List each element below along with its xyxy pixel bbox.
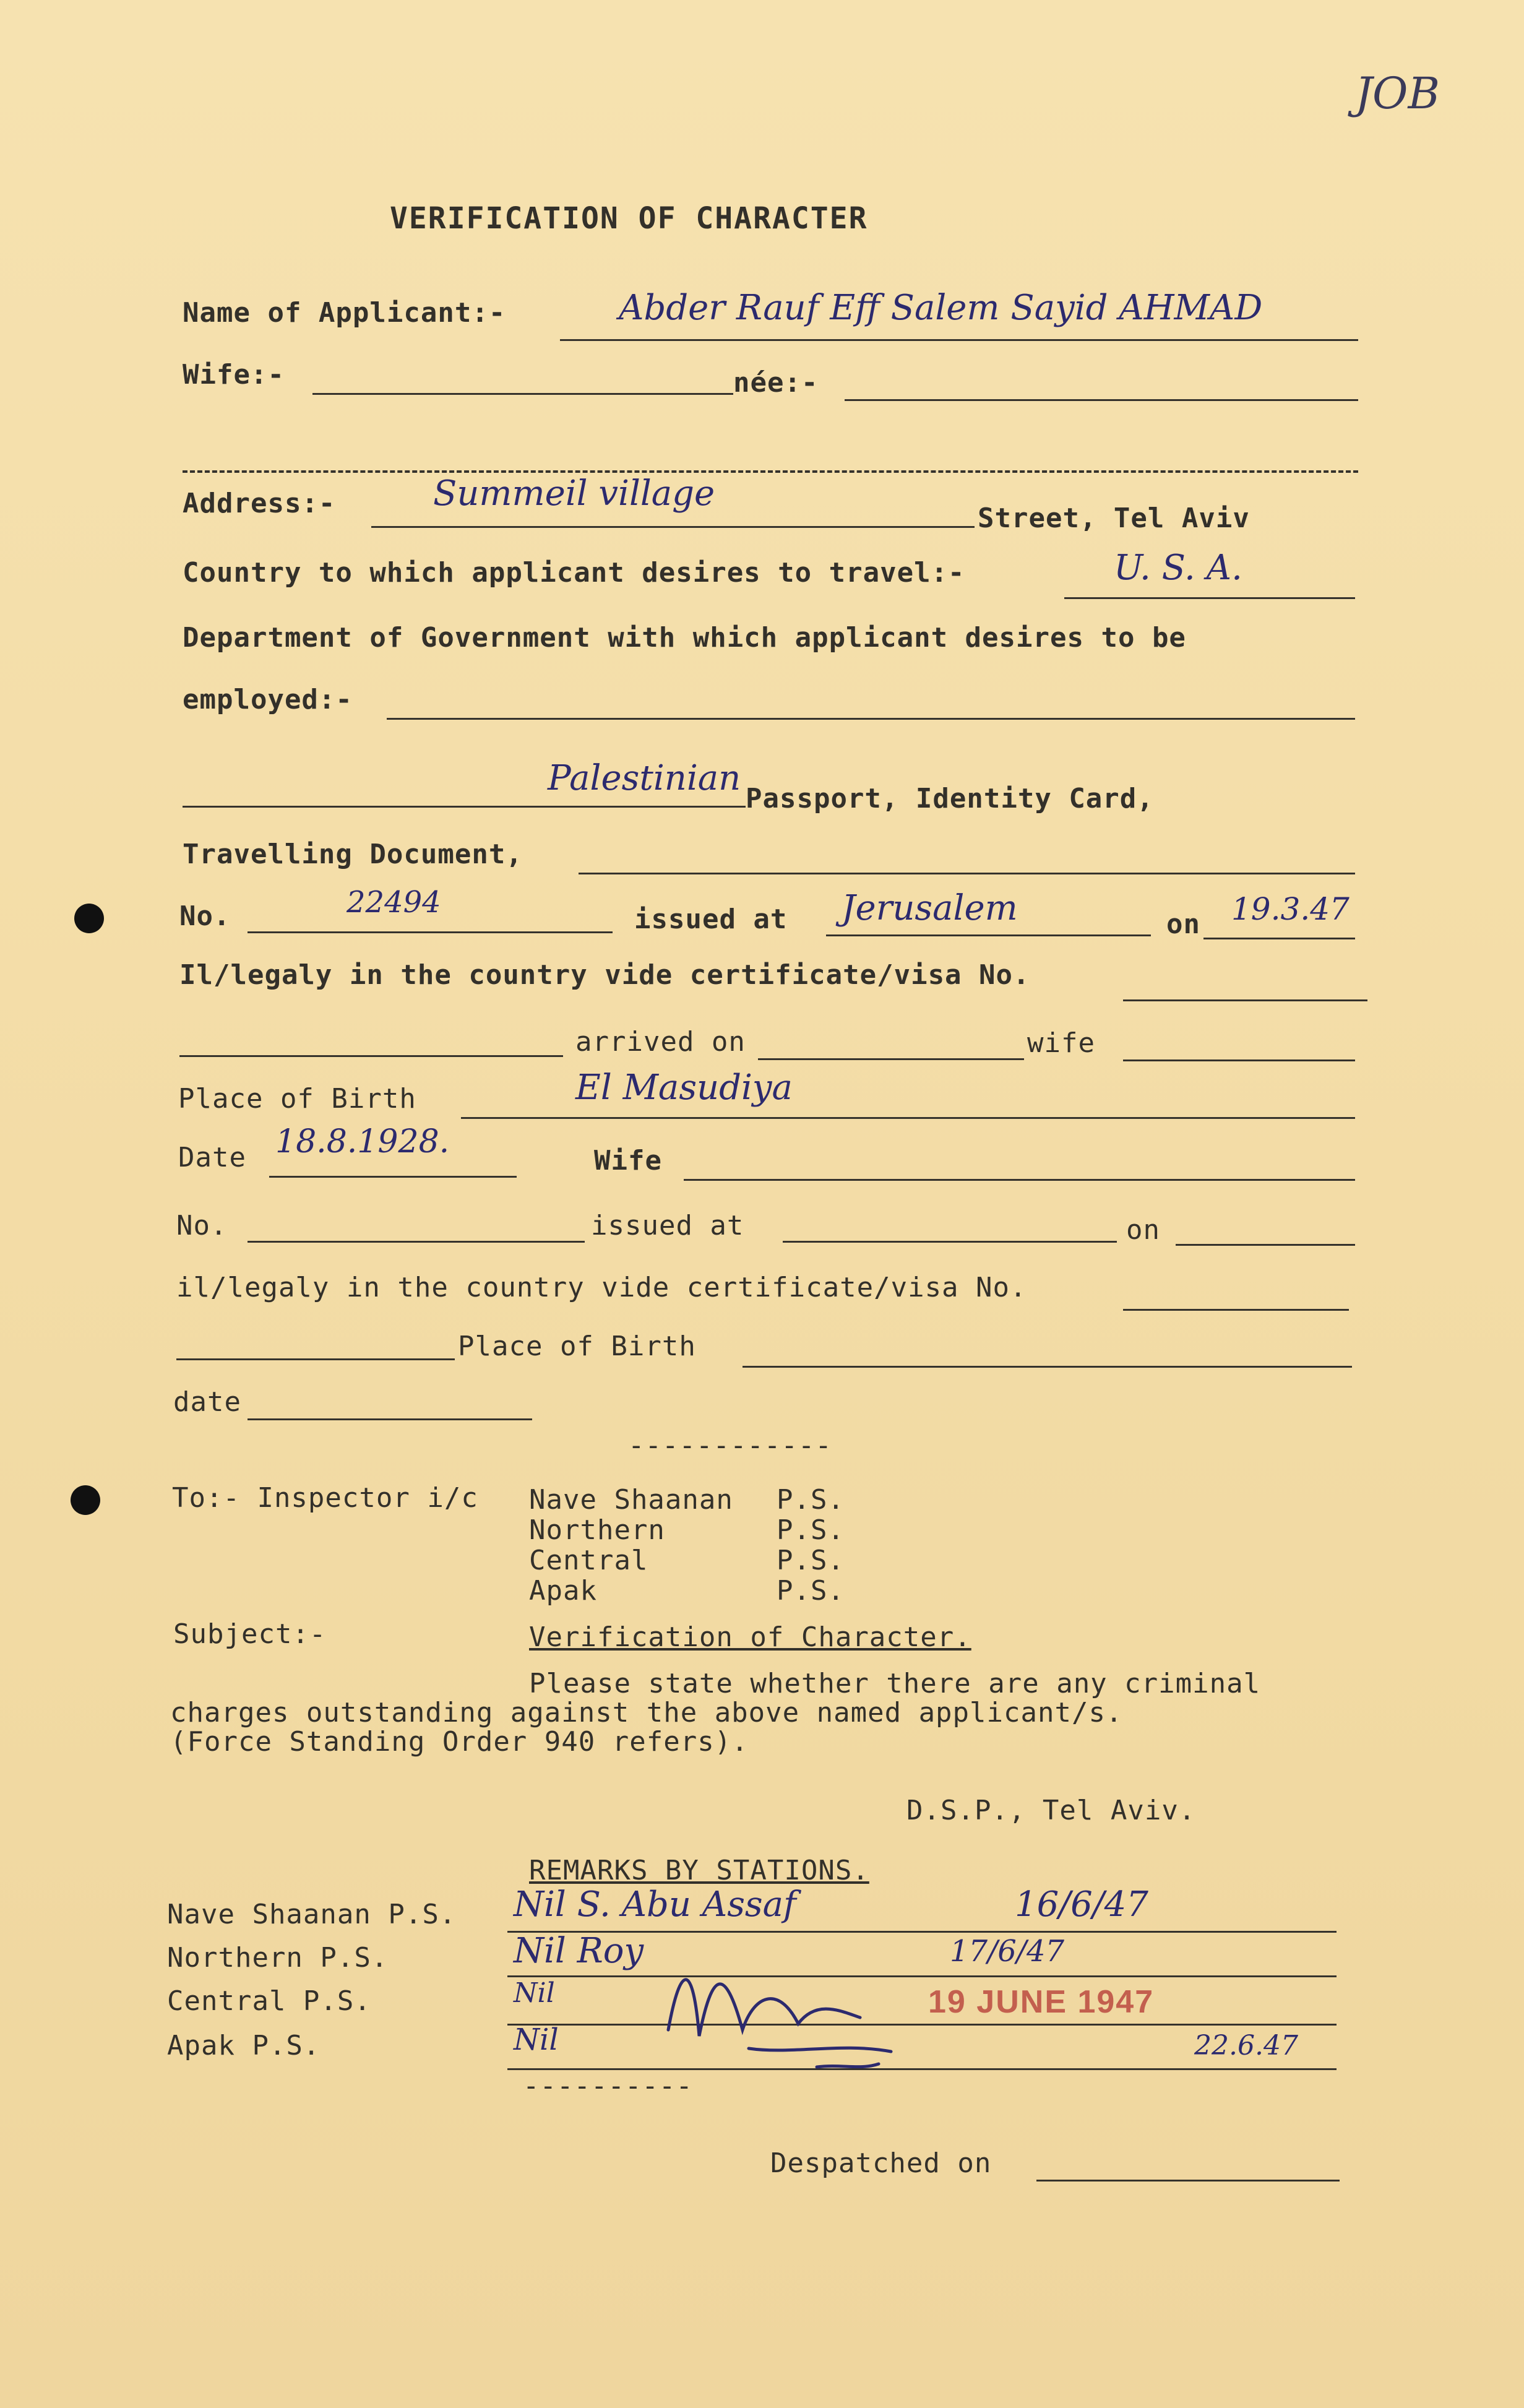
remarks-date-1: 16/6/47 xyxy=(1015,1884,1148,1925)
country-value: U. S. A. xyxy=(1114,548,1242,588)
address-line xyxy=(371,526,975,528)
on-label: on xyxy=(1166,908,1200,940)
travel-doc-label: Travelling Document, xyxy=(183,839,523,870)
station-name-3: Central xyxy=(529,1545,648,1576)
pob-value: El Masudiya xyxy=(575,1068,793,1108)
wife-on-label: on xyxy=(1126,1214,1160,1246)
name-value: Abder Rauf Eff Salem Sayid AHMAD xyxy=(619,288,1263,328)
arrived-label: arrived on xyxy=(575,1026,746,1058)
remarks-divider: ---------- xyxy=(523,2070,693,2102)
remarks-remark-4: Nil xyxy=(514,2022,559,2057)
wife-no-label: No. xyxy=(176,1210,228,1241)
wife-label: Wife:- xyxy=(183,359,285,391)
remarks-date-4: 22.6.47 xyxy=(1194,2030,1298,2061)
wife-pob-label: Place of Birth xyxy=(458,1331,696,1362)
name-label: Name of Applicant:- xyxy=(183,297,506,329)
no-value: 22494 xyxy=(347,885,441,920)
wife-legal-label: il/legaly in the country vide certificate/visa No. xyxy=(176,1272,1027,1303)
station-ps-2: P.S. xyxy=(777,1514,845,1546)
name-line xyxy=(560,339,1358,341)
nee-line xyxy=(845,399,1358,401)
remarks-remark-2: Nil Roy xyxy=(514,1931,644,1971)
street-label: Street, Tel Aviv xyxy=(978,503,1250,534)
page-title: VERIFICATION OF CHARACTER xyxy=(390,201,868,236)
punch-hole-top xyxy=(74,904,104,933)
travel-doc-line xyxy=(579,873,1355,874)
wife2-label: wife xyxy=(1027,1027,1095,1059)
remarks-station-4: Apak P.S. xyxy=(167,2030,321,2061)
employed-line xyxy=(387,718,1355,720)
wife-issued-at-line xyxy=(783,1241,1117,1243)
station-ps-3: P.S. xyxy=(777,1545,845,1576)
no-label: No. xyxy=(179,900,231,932)
visa-line xyxy=(1123,999,1367,1001)
remarks-remark-3: Nil xyxy=(514,1977,555,2009)
wife3-label: Wife xyxy=(594,1145,662,1176)
subject-label: Subject:- xyxy=(173,1618,327,1650)
wife-date-label: date xyxy=(173,1386,241,1418)
punch-hole-bottom xyxy=(71,1485,100,1515)
wife-no-line xyxy=(248,1241,585,1243)
signature-scribble-icon xyxy=(656,1937,916,2079)
remarks-line-3 xyxy=(507,2024,1337,2026)
country-line xyxy=(1064,597,1355,599)
separator-line xyxy=(183,470,1358,473)
body-line-1: Please state whether there are any criminal xyxy=(529,1668,1261,1699)
country-label: Country to which applicant desires to travel:- xyxy=(183,557,965,589)
date-line xyxy=(269,1176,517,1178)
arrived-line xyxy=(758,1058,1024,1060)
date-label: Date xyxy=(178,1142,246,1173)
station-name-2: Northern xyxy=(529,1514,665,1546)
wife-on-line xyxy=(1176,1244,1355,1246)
address-label: Address:- xyxy=(183,488,336,519)
signatory: D.S.P., Tel Aviv. xyxy=(906,1795,1196,1826)
wife-visa-line xyxy=(1123,1309,1349,1311)
pob-line xyxy=(461,1117,1355,1119)
wife-pob-line xyxy=(743,1366,1352,1368)
body-line-2: charges outstanding against the above named applicant/s. xyxy=(170,1697,1123,1728)
remarks-station-2: Northern P.S. xyxy=(167,1942,389,1974)
passport-value: Palestinian xyxy=(548,758,741,798)
remarks-heading: REMARKS BY STATIONS. xyxy=(529,1855,869,1886)
issued-at-value: Jerusalem xyxy=(842,888,1018,928)
department-label: Department of Government with which applicant desires to be xyxy=(183,622,1186,654)
remarks-station-1: Nave Shaanan P.S. xyxy=(167,1899,457,1930)
date-stamp: 19 JUNE 1947 xyxy=(928,1984,1155,2020)
remarks-line-2 xyxy=(507,1975,1337,1977)
legal-label: Il/legaly in the country vide certificate/visa No. xyxy=(179,959,1030,991)
to-label: To:- Inspector i/c xyxy=(172,1482,478,1514)
on-value: 19.3.47 xyxy=(1231,891,1350,927)
no-line xyxy=(248,931,613,933)
nee-label: née:- xyxy=(733,367,819,399)
wife3-line xyxy=(684,1179,1355,1181)
on-line xyxy=(1203,938,1355,939)
wife2-line xyxy=(1123,1059,1355,1061)
remarks-station-3: Central P.S. xyxy=(167,1985,371,2017)
wife-date-line xyxy=(248,1418,532,1420)
issued-at-line xyxy=(826,934,1151,936)
station-name-4: Apak xyxy=(529,1575,597,1607)
wife-line xyxy=(312,393,733,395)
wife-pob-pre-line xyxy=(176,1358,455,1360)
wife-issued-at-label: issued at xyxy=(591,1210,744,1241)
body-line-3: (Force Standing Order 940 refers). xyxy=(170,1726,749,1758)
subject-value: Verification of Character. xyxy=(529,1621,971,1653)
station-ps-1: P.S. xyxy=(777,1484,845,1516)
employed-label: employed:- xyxy=(183,684,353,715)
despatched-label: Despatched on xyxy=(770,2147,992,2179)
remarks-date-2: 17/6/47 xyxy=(950,1934,1065,1969)
section-divider: ------------ xyxy=(628,1430,832,1461)
station-ps-4: P.S. xyxy=(777,1575,845,1607)
despatched-line xyxy=(1036,2180,1340,2181)
remarks-remark-1: Nil S. Abu Assaf xyxy=(514,1884,796,1925)
arrived-pre-line xyxy=(179,1055,563,1057)
passport-label: Passport, Identity Card, xyxy=(746,783,1154,814)
station-name-1: Nave Shaanan xyxy=(529,1484,733,1516)
date-value: 18.8.1928. xyxy=(275,1123,450,1160)
issued-at-label: issued at xyxy=(634,904,788,935)
corner-mark: JOB xyxy=(1355,68,1440,119)
passport-line xyxy=(183,806,746,808)
pob-label: Place of Birth xyxy=(178,1083,416,1115)
address-value: Summeil village xyxy=(433,473,715,514)
